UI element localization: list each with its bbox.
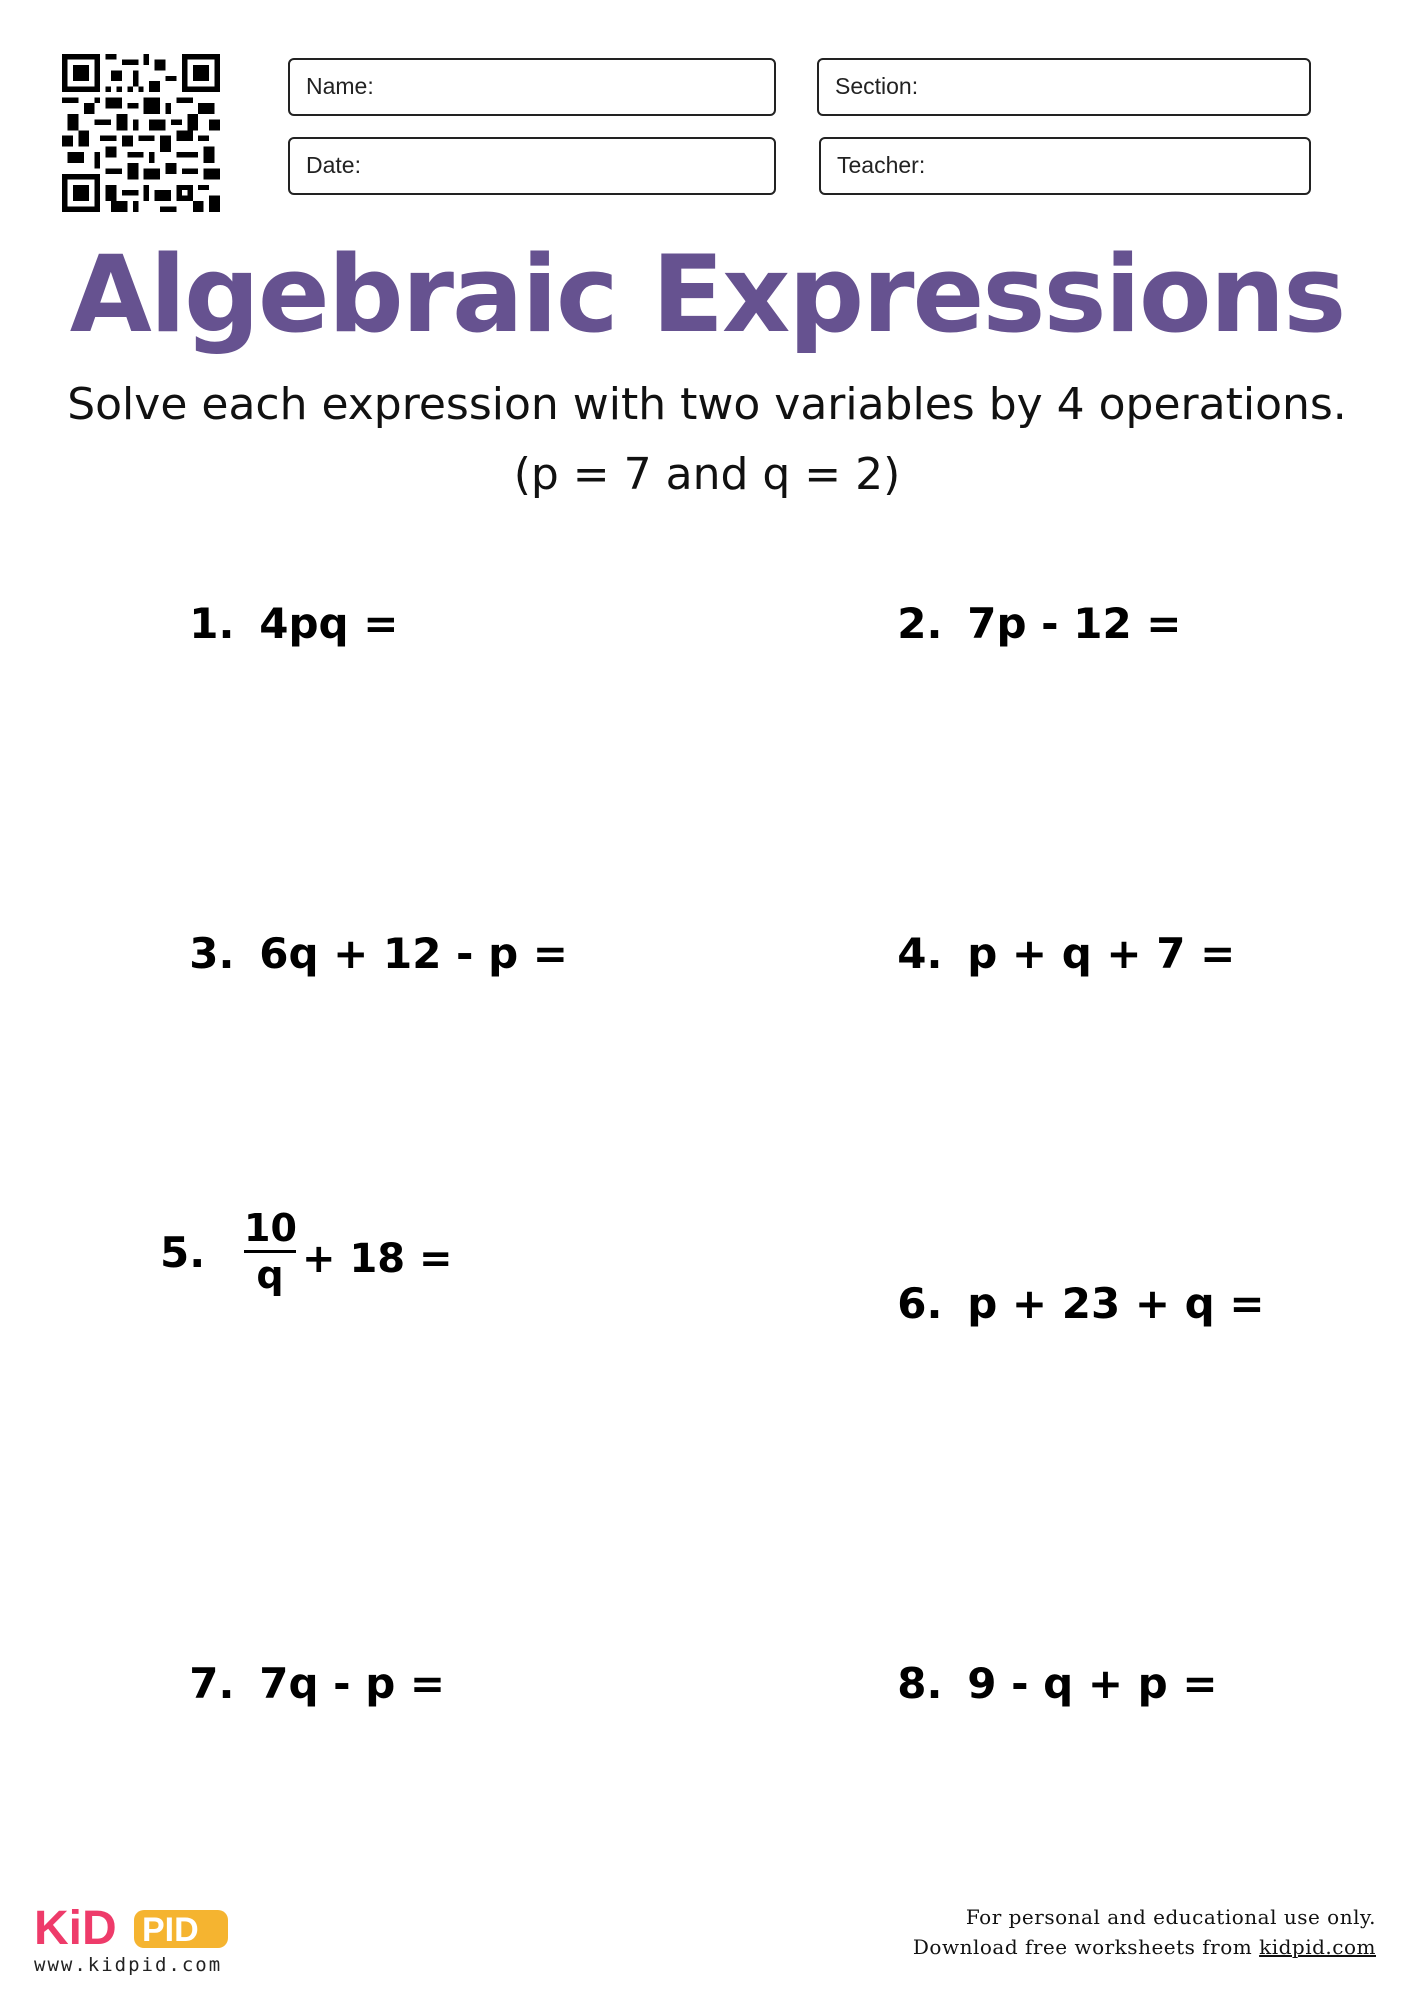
problem-number: 5.	[160, 1228, 206, 1277]
problem-expression: 9 - q + p =	[967, 1659, 1218, 1708]
instructions-line-1: Solve each expression with two variables by 4 operations.	[67, 379, 1347, 430]
problem-number: 8.	[897, 1659, 943, 1708]
problem-expression: 7q - p =	[259, 1659, 446, 1708]
problem-expression: + 18 =	[302, 1236, 453, 1282]
problem-number: 7.	[189, 1659, 235, 1708]
page-title: Algebraic Expressions	[69, 233, 1345, 356]
section-field[interactable]: Section:	[817, 58, 1311, 116]
instructions-line-2: (p = 7 and q = 2)	[513, 449, 901, 500]
problem-number: 2.	[897, 599, 943, 648]
problem-number: 1.	[189, 599, 235, 648]
problem-6	[868, 1220, 1265, 1332]
fraction-numerator: 10	[244, 1206, 297, 1250]
fraction-denominator: q	[256, 1253, 284, 1297]
problem-8	[868, 1600, 1218, 1712]
problem-7	[160, 1600, 445, 1712]
problem-1	[160, 540, 398, 652]
svg-text:PID: PID	[142, 1911, 199, 1949]
name-field[interactable]: Name:	[288, 58, 776, 116]
kidpid-logo-icon	[32, 1900, 232, 1956]
problem-expression: p + q + 7 =	[967, 929, 1236, 978]
problem-number: 3.	[189, 929, 235, 978]
problem-expression: 7p - 12 =	[967, 599, 1182, 648]
footer-download-note	[913, 1935, 1376, 1959]
problem-number: 6.	[897, 1279, 943, 1328]
footer-usage-note: For personal and educational use only.	[965, 1905, 1376, 1929]
problem-expression: 4pq =	[259, 599, 399, 648]
teacher-field[interactable]: Teacher:	[819, 137, 1311, 195]
fraction	[244, 1208, 296, 1295]
svg-text:KiD: KiD	[34, 1902, 117, 1955]
problem-4	[868, 870, 1235, 982]
problem-2	[868, 540, 1181, 652]
date-field[interactable]: Date:	[288, 137, 776, 195]
qr-code-icon	[62, 54, 220, 212]
logo-url[interactable]: www.kidpid.com	[34, 1954, 223, 1976]
problem-number: 4.	[897, 929, 943, 978]
footer-link[interactable]: kidpid.com	[1259, 1935, 1376, 1959]
problem-expression: 6q + 12 - p =	[259, 929, 568, 978]
problem-3	[160, 870, 568, 982]
footer-download-prefix: Download free worksheets from	[912, 1935, 1260, 1959]
problem-expression: p + 23 + q =	[967, 1279, 1265, 1328]
